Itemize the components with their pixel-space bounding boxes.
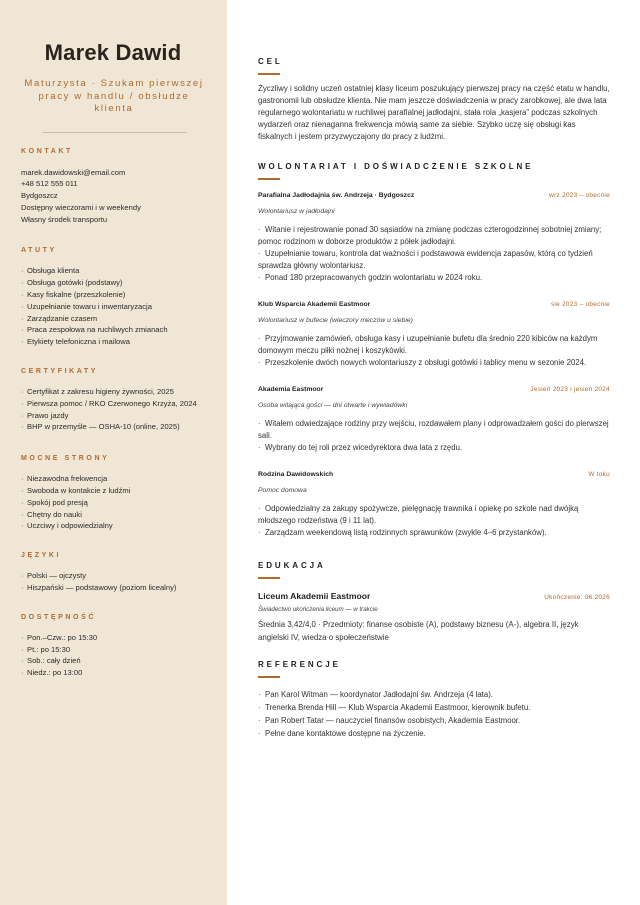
objective-text: Życzliwy i solidny uczeń ostatniej klasy liceum poszukujący pierwszej pracy na część etatu w handlu, gastronomii lub obsłudze klienta. Nie mam jeszcze doświadczenia w pracy zarobkowej, ale dwa lata regularnego wolontariatu w ruchliwej parafialnej jadłodajni, stała rola „kasjera” podczas szkolnych wydarzeń oraz nienaganna frekwencja mówią same za siebie. Szybko uczę się obsługi kas fiskalnych i jestem przyzwyczajony do pracy z ludźmi. (258, 84, 610, 142)
experience-heading: WOLONTARIAT I DOŚWIADCZENIE SZKOLNE (258, 162, 534, 172)
list-item: · Obsługa klienta (21, 265, 207, 277)
strengths-list (21, 473, 207, 532)
list-item: · Przeszkolenie dwóch nowych wolontariuszy z obsługi gotówki i tablicy menu w sezonie 2024. (258, 357, 610, 369)
certificates-list (21, 386, 207, 433)
contact-email[interactable]: marek.dawidowski@email.com (21, 167, 126, 177)
availability-list (21, 632, 207, 679)
list-item: · Niezawodna frekwencja (21, 473, 207, 485)
list-item: · Witałem odwiedzające rodziny przy wejściu, rozdawałem plany i odprowadzałem gości do pierwszej sali. (258, 418, 610, 442)
availability-section (21, 614, 207, 679)
strengths-section (21, 455, 207, 532)
entry-bullets (258, 333, 610, 369)
entry-organization: Akademia Eastmoor (258, 386, 324, 394)
languages-section (21, 552, 207, 594)
list-item: · Obsługa gotówki (podstawy) (21, 277, 207, 289)
list-item: · Polski — ojczysty (21, 570, 207, 582)
list-item: · Praca zespołowa na ruchliwych zmianach (21, 324, 207, 336)
entry-date: Jesień 2023 i jesień 2024 (530, 386, 610, 394)
entry-header (258, 386, 610, 393)
availability-heading: DOSTĘPNOŚĆ (21, 613, 97, 621)
contact-availability: Dostępny wieczorami i w weekendy (21, 202, 141, 212)
list-item: · Hiszpański — podstawowy (poziom licealny) (21, 582, 207, 594)
certificates-heading: CERTYFIKATY (21, 368, 99, 376)
list-item: · Pt.: po 15:30 (21, 644, 207, 656)
list-item: · Sob.: cały dzień (21, 655, 207, 667)
contact-list (21, 167, 207, 226)
section-accent-line (258, 676, 280, 678)
candidate-name: Marek Dawid (44, 40, 182, 65)
education-section (258, 561, 610, 643)
skills-heading: ATUTY (21, 247, 57, 255)
references-section (258, 660, 610, 740)
entry-date: sie 2023 – obecnie (550, 301, 610, 309)
experience-entry (258, 301, 610, 369)
list-item: · Ponad 180 przepracowanych godzin wolontariatu w 2024 roku. (258, 272, 610, 284)
graduation-date: Ukończenie: 06.2026 (544, 594, 610, 602)
list-item: · Chętny do nauki (21, 509, 207, 521)
sidebar (0, 0, 227, 905)
list-item: · Prawo jazdy (21, 410, 207, 422)
candidate-tagline: Maturzysta · Szukam pierwszej pracy w handlu / obsłudze klienta (24, 78, 204, 114)
education-details: Średnia 3,42/4,0 · Przedmioty: finanse osobiste (A), podstawy biznesu (A-), algebra II, język angielski IV, wiedza o społeczeństwie (258, 620, 579, 642)
list-item: · Wybrany do tej roli przez wicedyrektora dwa lata z rzędu. (258, 442, 610, 454)
contact-heading: KONTAKT (21, 147, 73, 155)
list-item: · Spokój pod presją (21, 497, 207, 509)
entry-organization: Rodzina Dawidowskich (258, 471, 334, 479)
contact-transport: Własny środek transportu (21, 214, 108, 224)
list-item: · Swoboda w kontakcie z ludźmi (21, 485, 207, 497)
languages-heading: JĘZYKI (21, 552, 62, 560)
list-item: · Witanie i rejestrowanie ponad 30 sąsiadów na zmianę podczas czterogodzinnej sobotniej zmiany; pomoc rodzinom w doborze produktów z półek jadłodajni. (258, 224, 610, 248)
list-item: · Etykiety telefoniczna i mailowa (21, 336, 207, 348)
list-item: · Uzupełnianie towaru i inwentaryzacja (21, 301, 207, 313)
entry-header (258, 471, 610, 478)
entry-organization: Klub Wsparcia Akademii Eastmoor (258, 301, 371, 309)
sidebar-divider (42, 132, 187, 133)
experience-entry (258, 386, 610, 454)
list-item: · Przyjmowanie zamówień, obsługa kasy i uzupełnianie bufetu dla średnio 220 kibiców na każdym domowym meczu piłki nożnej i koszykówki. (258, 333, 610, 357)
skills-section (21, 247, 207, 348)
entry-role: Wolontariusz w jadłodajni (258, 208, 335, 216)
contact-phone[interactable]: +48 512 555 011 (21, 179, 78, 189)
entry-header (258, 301, 610, 308)
strengths-heading: MOCNE STRONY (21, 455, 110, 463)
list-item: · Odpowiedzialny za zakupy spożywcze, pielęgnację trawnika i opiekę po szkole nad dwójką młodszego rodzeństwa (9 i 11 lat). (258, 503, 610, 527)
list-item: · Uzupełnianie towaru, kontrola dat ważności i podstawowa ewidencja zapasów, którą co tydzień sprawdza główny wolontariusz. (258, 248, 610, 272)
languages-list (21, 570, 207, 594)
education-header (258, 591, 610, 601)
contact-city: Bydgoszcz (21, 191, 58, 201)
entry-bullets (258, 418, 610, 454)
list-item: · Kasy fiskalne (przeszkolenie) (21, 289, 207, 301)
references-heading: REFERENCJE (258, 659, 341, 669)
section-accent-line (258, 178, 280, 180)
references-list (258, 688, 610, 740)
contact-section (21, 148, 207, 226)
entry-date: wrz 2023 – obecnie (549, 192, 610, 200)
entry-bullets (258, 503, 610, 539)
experience-entry (258, 192, 610, 284)
section-accent-line (258, 577, 280, 579)
list-item: · Pan Robert Tatar — nauczyciel finansów osobistych, Akademia Eastmoor. (258, 714, 610, 727)
school-name: Liceum Akademii Eastmoor (258, 591, 371, 602)
list-item: · Certyfikat z zakresu higieny żywności, 2025 (21, 386, 207, 398)
list-item: · Pierwsza pomoc / RKO Czerwonego Krzyża, 2024 (21, 398, 207, 410)
list-item: · Pan Karol Witman — koordynator Jadłodajni św. Andrzeja (4 lata). (258, 688, 610, 701)
list-item: · Pon.–Czw.: po 15:30 (21, 632, 207, 644)
entry-bullets (258, 224, 610, 284)
entry-date: W toku (588, 471, 610, 479)
objective-section (258, 57, 610, 143)
list-item: · BHP w przemyśle — OSHA-10 (online, 2025) (21, 421, 207, 433)
list-item: · Niedz.: po 13:00 (21, 667, 207, 679)
entry-organization: Parafialna Jadłodajnia św. Andrzeja · Bydgoszcz (258, 192, 415, 200)
list-item: · Uczciwy i odpowiedzialny (21, 520, 207, 532)
certificates-section (21, 368, 207, 433)
list-item: · Zarządzanie czasem (21, 313, 207, 325)
entry-role: Wolontariusz w bufecie (wieczory meczów u siebie) (258, 317, 413, 325)
education-note: Świadectwo ukończenia liceum — w trakcie (258, 606, 378, 614)
objective-heading: CEL (258, 57, 283, 66)
list-item: · Pełne dane kontaktowe dostępne na życzenie. (258, 727, 610, 740)
list-item: · Zarządzam weekendową listą rodzinnych sprawunków (zwykle 4–6 przystanków). (258, 527, 610, 539)
list-item: · Trenerka Brenda Hill — Klub Wsparcia Akademii Eastmoor, kierownik bufetu. (258, 701, 610, 714)
entry-role: Pomoc domowa (258, 487, 307, 495)
skills-list (21, 265, 207, 348)
entry-header (258, 192, 610, 199)
education-heading: EDUKACJA (258, 561, 326, 571)
section-accent-line (258, 73, 280, 75)
experience-section (258, 162, 610, 539)
experience-entry (258, 471, 610, 539)
entry-role: Osoba witająca gości — dni otwarte i wywiadówki (258, 402, 408, 410)
main-content (258, 0, 610, 740)
